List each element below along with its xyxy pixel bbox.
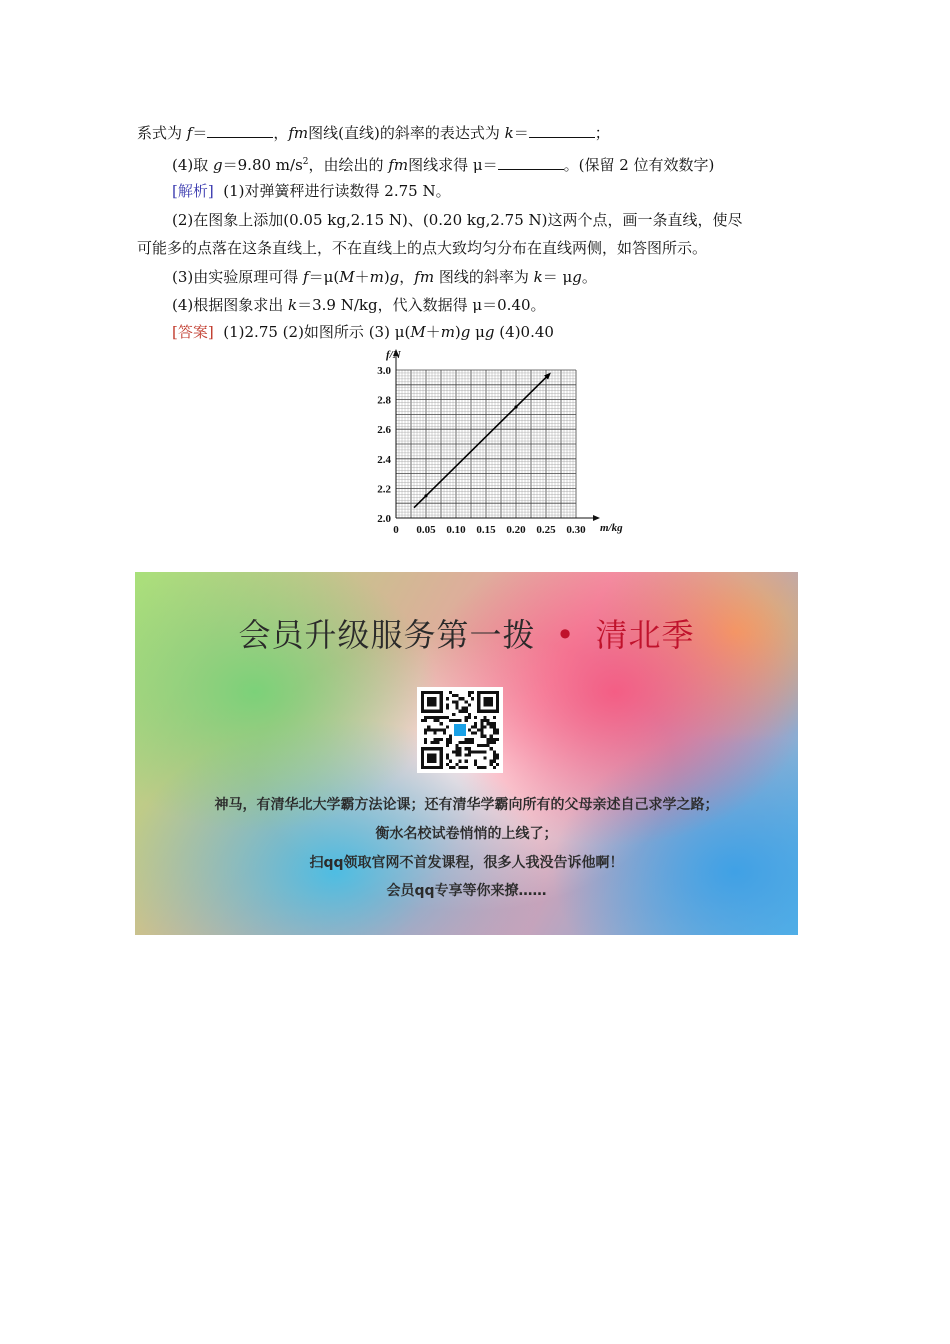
answer-blank: [207, 123, 273, 138]
analysis-tag: [解析]: [172, 182, 214, 200]
text-line-4: (2)在图象上添加(0.05 kg,2.15 N)、(0.20 kg,2.75 N)这两个点，画一条直线，使尽: [172, 211, 743, 229]
x-tick-label: 0.20: [506, 524, 526, 536]
x-tick-label: 0.10: [446, 524, 466, 536]
y-axis-label: f/N: [386, 349, 401, 361]
y-tick-label: 2.4: [377, 453, 391, 466]
text-line-1: 系式为 f＝ ，fm图线(直线)的斜率的表达式为 k＝ ；: [137, 124, 610, 142]
x-tick-label: 0: [393, 524, 399, 536]
text-line-6: (3)由实验原理可得 f＝μ(M＋m)g，fm 图线的斜率为 k＝ μg。: [172, 268, 597, 286]
x-tick-label: 0.05: [416, 524, 436, 536]
y-tick-label: 2.0: [377, 513, 391, 525]
f-m-graph: [360, 345, 630, 545]
text-line-5: 可能多的点落在这条直线上，不在直线上的点大致均匀分布在直线两侧，如答图所示。: [137, 239, 708, 257]
text-line-2: (4)取 g＝9.80 $m/s^2$，由绘出的 fm图线求得 μ＝ 。(保留 2 位有效数字): [172, 156, 715, 174]
qr-code[interactable]: [417, 687, 503, 773]
x-axis-arrow: [593, 515, 600, 521]
x-tick-label: 0.15: [476, 524, 496, 536]
y-tick-label: 2.6: [377, 424, 391, 437]
data-point: [424, 494, 427, 497]
x-tick-label: 0.25: [536, 524, 556, 536]
y-tick-label: 2.2: [377, 483, 391, 496]
x-axis-label: m/kg: [600, 522, 623, 534]
y-tick-label: 3.0: [377, 365, 391, 377]
banner-line-3: 扫qq领取官网不首发课程，很多人我没告诉他啊！: [309, 855, 624, 871]
data-point: [514, 405, 517, 408]
banner-title: 会员升级服务第一拨 • 清北季: [238, 616, 695, 654]
text-line-7: (4)根据图象求出 k＝3.9 N/kg，代入数据得 μ＝0.40。: [172, 296, 546, 314]
banner-line-2: 衡水名校试卷悄悄的上线了；: [375, 826, 558, 842]
x-tick-label: 0.30: [566, 524, 586, 536]
y-tick-label: 2.8: [377, 394, 391, 407]
banner-line-1: 神马，有清华北大学霸方法论课；还有清华学霸向所有的父母亲述自己求学之路；: [214, 797, 719, 813]
answer-tag: [答案]: [172, 323, 214, 341]
promo-banner: [135, 572, 798, 935]
text-line-8: [答案] (1)2.75 (2)如图所示 (3) μ(M＋m)g μg (4)0.40: [172, 323, 554, 341]
answer-blank: [529, 123, 595, 138]
answer-blank: [498, 155, 564, 170]
banner-line-4: 会员qq专享等你来撩……: [386, 883, 547, 899]
text-line-3: [解析] (1)对弹簧秤进行读数得 2.75 N。: [172, 182, 451, 200]
